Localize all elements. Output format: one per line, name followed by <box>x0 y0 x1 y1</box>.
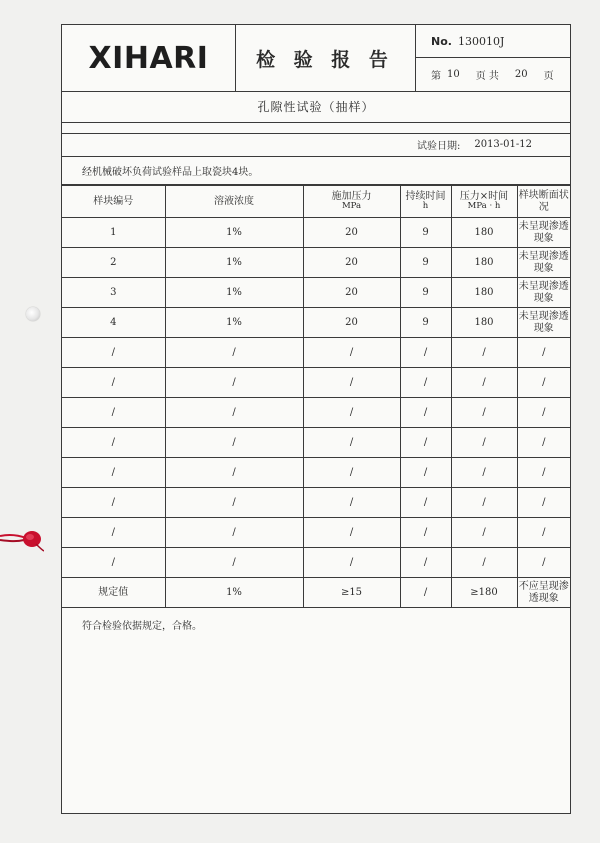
table-cell: 9 <box>400 308 451 338</box>
results-table <box>62 185 570 608</box>
company-logo: XIHARI <box>88 40 209 76</box>
column-header: 持续时间 h <box>400 186 451 218</box>
table-cell: / <box>400 578 451 608</box>
table-cell: / <box>62 548 165 578</box>
table-header-row <box>62 186 570 218</box>
table-cell: / <box>62 368 165 398</box>
table-cell: 未呈现渗透现象 <box>517 278 570 308</box>
table-cell: / <box>517 488 570 518</box>
report-number-value: 130010J <box>457 34 505 48</box>
column-header: 样块断面状况 <box>517 186 570 218</box>
table-cell: 3 <box>62 278 165 308</box>
table-row <box>62 428 570 458</box>
table-cell: / <box>165 428 303 458</box>
table-cell: 1% <box>165 218 303 248</box>
table-cell: / <box>62 338 165 368</box>
table-cell: / <box>451 548 517 578</box>
table-cell: / <box>400 398 451 428</box>
table-cell: / <box>400 458 451 488</box>
table-cell: / <box>400 488 451 518</box>
table-cell: 1% <box>165 278 303 308</box>
sample-note: 经机械破坏负荷试验样品上取瓷块4块。 <box>62 157 570 185</box>
table-cell: / <box>165 548 303 578</box>
table-cell: 规定值 <box>62 578 165 608</box>
table-cell: / <box>165 368 303 398</box>
table-cell: 1% <box>165 308 303 338</box>
table-cell: 180 <box>451 278 517 308</box>
column-header: 压力×时间 MPa · h <box>451 186 517 218</box>
table-cell: / <box>517 398 570 428</box>
table-cell: / <box>303 428 400 458</box>
page-current: 10 <box>447 69 460 80</box>
table-cell: 20 <box>303 278 400 308</box>
test-title: 孔隙性试验（抽样） <box>62 91 570 123</box>
table-cell: / <box>451 488 517 518</box>
table-cell: / <box>303 368 400 398</box>
table-cell: 20 <box>303 218 400 248</box>
table-cell: 9 <box>400 218 451 248</box>
table-cell: / <box>517 338 570 368</box>
table-cell: / <box>303 548 400 578</box>
test-date-value: 2013-01-12 <box>474 139 532 150</box>
table-cell: / <box>451 518 517 548</box>
table-row <box>62 398 570 428</box>
page-suffix: 页 <box>543 71 554 82</box>
table-cell: / <box>62 458 165 488</box>
table-cell: 180 <box>451 248 517 278</box>
table-cell: ≥180 <box>451 578 517 608</box>
table-cell: / <box>451 368 517 398</box>
page-total: 20 <box>514 69 528 80</box>
table-cell: / <box>517 428 570 458</box>
table-cell: / <box>517 368 570 398</box>
page-prefix: 第 <box>431 71 441 82</box>
table-cell: / <box>165 488 303 518</box>
logo-cell <box>62 25 236 91</box>
table-cell: 4 <box>62 308 165 338</box>
table-cell: 1 <box>62 218 165 248</box>
column-header: 溶液浓度 <box>165 186 303 218</box>
table-cell: 20 <box>303 248 400 278</box>
punch-hole <box>26 307 40 321</box>
table-cell: / <box>62 398 165 428</box>
table-cell: / <box>303 488 400 518</box>
table-cell: / <box>451 428 517 458</box>
report-type-title: 检 验 报 告 <box>256 48 394 71</box>
table-row <box>62 278 570 308</box>
table-cell: / <box>165 518 303 548</box>
table-cell: / <box>451 458 517 488</box>
binding-string-icon <box>0 526 44 552</box>
table-row <box>62 548 570 578</box>
table-cell: 未呈现渗透现象 <box>517 308 570 338</box>
table-cell: / <box>62 488 165 518</box>
table-cell: 9 <box>400 248 451 278</box>
table-cell: / <box>517 458 570 488</box>
table-cell: 180 <box>451 218 517 248</box>
test-date-row <box>62 133 570 157</box>
table-cell: 2 <box>62 248 165 278</box>
table-cell: / <box>400 338 451 368</box>
table-cell: / <box>400 518 451 548</box>
table-cell: / <box>62 518 165 548</box>
table-row <box>62 338 570 368</box>
table-cell: / <box>303 398 400 428</box>
table-cell: 9 <box>400 278 451 308</box>
table-cell: / <box>165 338 303 368</box>
table-cell: / <box>165 458 303 488</box>
table-cell: / <box>303 338 400 368</box>
column-header: 施加压力 MPa <box>303 186 400 218</box>
page-mid: 页 共 <box>475 71 499 82</box>
title-cell <box>235 25 416 91</box>
table-cell: / <box>62 428 165 458</box>
table-cell: / <box>451 338 517 368</box>
table-row <box>62 368 570 398</box>
table-cell: 未呈现渗透现象 <box>517 248 570 278</box>
table-cell: / <box>165 398 303 428</box>
table-cell: / <box>451 398 517 428</box>
page-counter <box>415 58 570 91</box>
table-cell: 1% <box>165 578 303 608</box>
table-row <box>62 248 570 278</box>
table-row <box>62 218 570 248</box>
table-cell: ≥15 <box>303 578 400 608</box>
report-number <box>415 25 570 58</box>
table-cell: / <box>400 368 451 398</box>
report-number-label: No. <box>431 34 452 48</box>
report-frame <box>61 24 571 814</box>
column-header: 样块编号 <box>62 186 165 218</box>
table-cell: / <box>517 548 570 578</box>
table-row <box>62 458 570 488</box>
table-cell: / <box>303 458 400 488</box>
spec-row <box>62 578 570 608</box>
table-row <box>62 518 570 548</box>
table-cell: / <box>517 518 570 548</box>
table-cell: / <box>303 518 400 548</box>
table-cell: 180 <box>451 308 517 338</box>
table-cell: 不应呈现渗透现象 <box>517 578 570 608</box>
table-row <box>62 488 570 518</box>
table-cell: 20 <box>303 308 400 338</box>
report-header <box>62 25 570 92</box>
table-cell: / <box>400 548 451 578</box>
table-cell: 1% <box>165 248 303 278</box>
table-cell: / <box>400 428 451 458</box>
conclusion: 符合检验依据规定，合格。 <box>82 620 202 632</box>
table-cell: 未呈现渗透现象 <box>517 218 570 248</box>
test-date-label: 试验日期: <box>416 141 461 152</box>
table-row <box>62 308 570 338</box>
